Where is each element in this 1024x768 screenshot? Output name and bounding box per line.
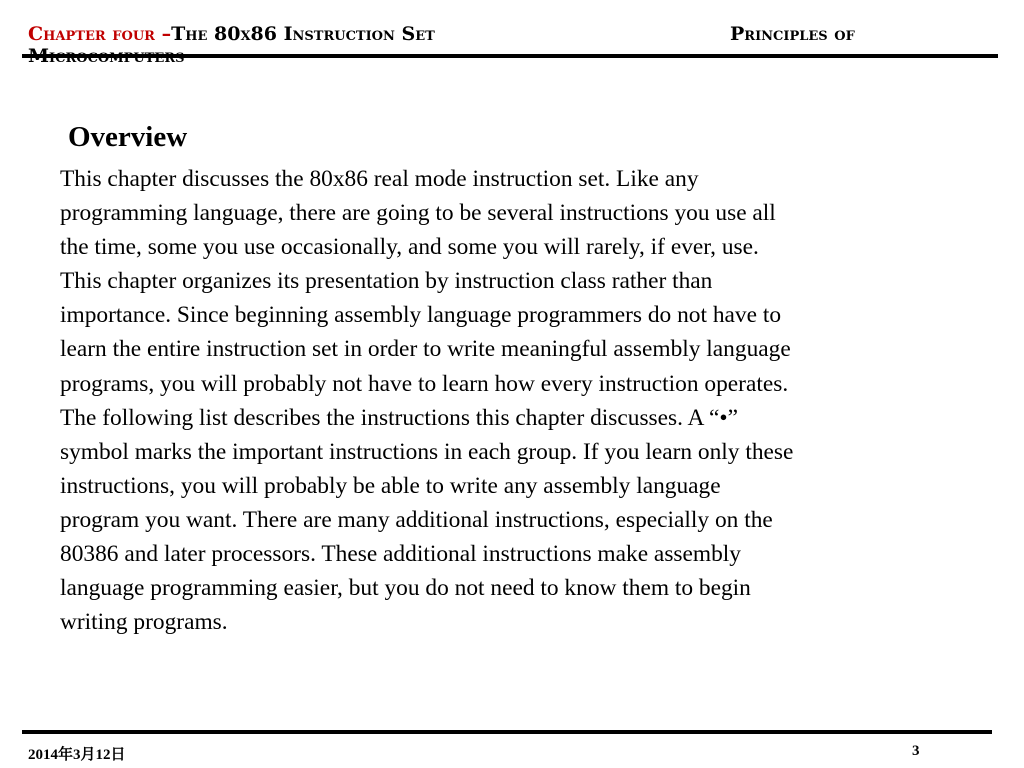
chapter-label: Chapter four – <box>28 23 172 45</box>
body-line: 80386 and later processors. These additional instructions make assembly <box>60 541 741 568</box>
slide-header <box>28 23 988 45</box>
body-line: writing programs. <box>60 609 228 636</box>
body-line: instructions, you will probably be able to write any assembly language <box>60 472 721 499</box>
body-line: the time, some you use occasionally, and some you will rarely, if ever, use. <box>60 234 759 261</box>
slide-body <box>60 162 960 639</box>
body-line: The following list describes the instructions this chapter discusses. A “•” <box>60 404 738 431</box>
chapter-title: The 80x86 Instruction Set <box>171 23 435 45</box>
body-line: symbol marks the important instructions in each group. If you learn only these <box>60 438 794 465</box>
page-number: 3 <box>912 743 920 759</box>
header-divider <box>22 54 998 58</box>
body-line: programs, you will probably not have to learn how every instruction operates. <box>60 370 789 397</box>
footer-divider <box>22 730 992 734</box>
body-line: learn the entire instruction set in order to write meaningful assembly language <box>60 336 791 363</box>
body-line: language programming easier, but you do not need to know them to begin <box>60 575 751 602</box>
body-line: This chapter discusses the 80x86 real mode instruction set. Like any <box>60 166 699 192</box>
body-line: This chapter organizes its presentation by instruction class rather than <box>60 268 713 295</box>
footer-date: 2014年3月12日 <box>28 747 126 763</box>
slide-heading: Overview <box>68 121 188 153</box>
body-line: importance. Since beginning assembly language programmers do not have to <box>60 302 782 329</box>
body-line: programming language, there are going to be several instructions you use all <box>60 200 776 227</box>
course-title-line1: Principles of <box>730 23 855 45</box>
body-line: program you want. There are many additional instructions, especially on the <box>60 506 773 533</box>
